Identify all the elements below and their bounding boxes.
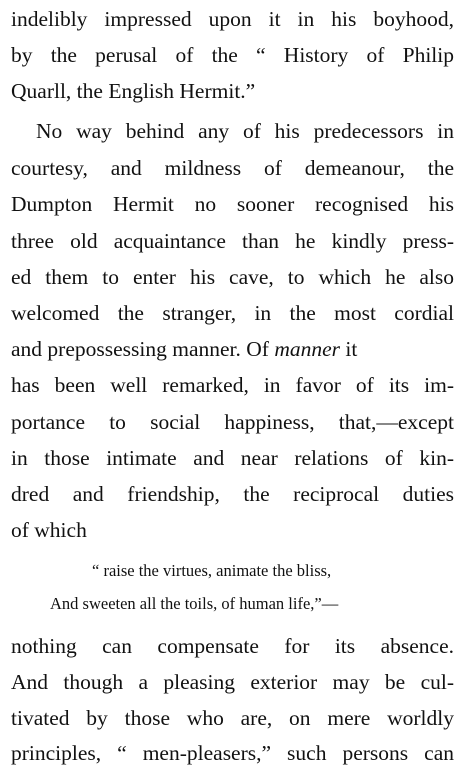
text-segment: it [345, 337, 358, 361]
text-line: courtesy, and mildness of demeanour, the [11, 156, 454, 180]
text-line: tivated by those who are, on mere worldly [11, 706, 454, 730]
text-line: Dumpton Hermit no sooner recognised his [11, 192, 454, 216]
text-line: portance to social happiness, that,—except [11, 410, 454, 434]
text-segment: and prepossessing manner. Of [11, 337, 269, 361]
text-line: three old acquaintance than he kindly press- [11, 229, 454, 253]
text-line: has been well remarked, in favor of its im- [11, 373, 454, 397]
text-line: Quarll, the English Hermit.” [11, 79, 256, 103]
text-line: principles, “ men-pleasers,” such persons can [11, 741, 454, 765]
paragraph-first-line: No way behind any of his predecessors in [36, 119, 454, 143]
text-line-mixed [11, 336, 357, 362]
text-line: welcomed the stranger, in the most cordial [11, 301, 454, 325]
quotation-line: And sweeten all the toils, of human life,”— [50, 594, 339, 613]
text-line: And though a pleasing exterior may be cul- [11, 670, 454, 694]
text-line: dred and friendship, the reciprocal duties [11, 482, 454, 506]
text-line: indelibly impressed upon it in his boyhood, [11, 7, 454, 31]
text-line: in those intimate and near relations of kin- [11, 446, 454, 470]
text-line: nothing can compensate for its absence. [11, 634, 454, 658]
text-line: by the perusal of the “ History of Philip [11, 43, 454, 67]
text-line: of which [11, 518, 87, 542]
text-line: ed them to enter his cave, to which he also [11, 265, 454, 289]
quotation-line: “ raise the virtues, animate the bliss, [92, 561, 332, 580]
italic-word: manner [274, 337, 341, 361]
